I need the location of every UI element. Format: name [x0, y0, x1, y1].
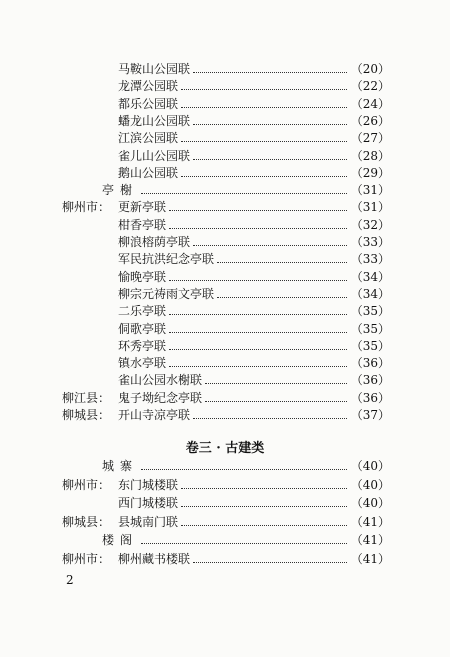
- toc-entry-page: （31）: [350, 200, 390, 215]
- toc-entry-page: （41）: [350, 533, 390, 548]
- toc-entry-title: 开山寺凉亭联: [118, 408, 191, 422]
- toc-entry: [0, 78, 450, 95]
- toc-leader-dots: [181, 89, 347, 90]
- toc-leader-dots: [193, 72, 347, 73]
- toc-entry-title: 柑香亭联: [118, 217, 167, 232]
- toc-leader-dots: [141, 193, 347, 194]
- toc-entry-page: （27）: [350, 131, 390, 146]
- toc-entry-page: （20）: [350, 62, 390, 76]
- toc-entry: [0, 355, 450, 372]
- toc-entry-page: （22）: [350, 79, 390, 94]
- toc-entry-page: （28）: [350, 148, 390, 163]
- toc-entry: [0, 217, 450, 234]
- toc-entry-page: （35）: [350, 338, 390, 353]
- toc-entry-page: （24）: [350, 96, 390, 111]
- toc-leader-dots: [169, 210, 347, 211]
- toc-entry: [0, 514, 450, 531]
- toc-entry-title: 侗歌亭联: [118, 321, 167, 336]
- toc-entry-prefix: 柳江县：: [62, 390, 111, 405]
- toc-leader-dots: [193, 159, 347, 160]
- toc-entry: [0, 407, 450, 424]
- toc-entry-title: 雀山公园水榭联: [118, 373, 203, 388]
- toc-leader-dots: [205, 383, 347, 384]
- toc-leader-dots: [193, 562, 347, 563]
- toc-entry-title: 镇水亭联: [118, 356, 167, 371]
- toc-entry-title: 都乐公园联: [118, 96, 179, 111]
- toc-leader-dots: [193, 124, 347, 125]
- toc-entry-page: （33）: [350, 235, 390, 249]
- toc-entry: [0, 61, 450, 78]
- toc-entry-title: 柳州藏书楼联: [118, 552, 191, 566]
- toc-entry: [0, 199, 450, 216]
- toc-entry-page: （36）: [350, 356, 390, 371]
- toc-entry: [0, 148, 450, 165]
- toc-section-title: 楼阁: [102, 533, 139, 548]
- toc-entry: [0, 234, 450, 251]
- toc-entry-page: （41）: [350, 552, 390, 566]
- toc-entry: [0, 551, 450, 568]
- toc-entry-title: 柳浪榕荫亭联: [118, 235, 191, 249]
- toc-entry-prefix: 柳州市：: [62, 200, 111, 215]
- toc-entry-title: 二乐亭联: [118, 304, 167, 319]
- toc-entry-title: 军民抗洪纪念亭联: [118, 252, 215, 267]
- toc-entry-title: 柳宗元祷雨文亭联: [118, 286, 215, 301]
- toc-leader-dots: [169, 332, 347, 333]
- toc-entry-page: （31）: [350, 183, 390, 198]
- toc-entry-title: 龙潭公园联: [118, 79, 179, 94]
- toc-entry: [0, 495, 450, 512]
- toc-entry: [0, 338, 450, 355]
- toc-leader-dots: [169, 314, 347, 315]
- toc-entry-page: （37）: [350, 408, 390, 422]
- toc-leader-dots: [181, 141, 347, 142]
- toc-entry-title: 更新亭联: [118, 200, 167, 215]
- toc-leader-dots: [181, 107, 347, 108]
- page-number: 2: [66, 573, 74, 587]
- toc-leader-dots: [169, 366, 347, 367]
- toc-entry-page: （40）: [350, 459, 390, 473]
- toc-leader-dots: [169, 349, 347, 350]
- toc-leader-dots: [141, 469, 347, 470]
- toc-entry-title: 鬼子坳纪念亭联: [118, 390, 203, 405]
- toc-entry-page: （34）: [350, 286, 390, 301]
- toc-leader-dots: [181, 176, 347, 177]
- toc-leader-dots: [169, 280, 347, 281]
- toc-entry-page: （26）: [350, 113, 390, 128]
- toc-entry-prefix: 柳城县：: [62, 514, 111, 529]
- toc-entry-page: （35）: [350, 321, 390, 336]
- toc-entry-title: 东门城楼联: [118, 477, 179, 492]
- toc-section-heading: [0, 182, 450, 199]
- toc-entry-page: （29）: [350, 165, 390, 180]
- toc-entry-page: （35）: [350, 304, 390, 319]
- toc-entry-title: 江滨公园联: [118, 131, 179, 146]
- toc-entry: [0, 321, 450, 338]
- toc-leader-dots: [205, 401, 347, 402]
- toc-entry-page: （36）: [350, 373, 390, 388]
- toc-entry-prefix: 柳州市：: [62, 477, 111, 492]
- toc-section-heading: [0, 532, 450, 549]
- toc-leader-dots: [193, 245, 347, 246]
- toc-entry-page: （40）: [350, 496, 390, 511]
- toc-entry-title: 雀儿山公园联: [118, 148, 191, 163]
- toc-entry: [0, 113, 450, 130]
- toc-entry: [0, 372, 450, 389]
- toc-entry: [0, 130, 450, 147]
- toc-leader-dots: [181, 506, 347, 507]
- toc-entry: [0, 390, 450, 407]
- toc-entry-page: （40）: [350, 477, 390, 492]
- toc-leader-dots: [193, 418, 347, 419]
- toc-leader-dots: [181, 488, 347, 489]
- toc-section-title: 亭榭: [102, 183, 139, 198]
- toc-entry: [0, 96, 450, 113]
- toc-section-heading: [0, 458, 450, 475]
- toc-entry-title: 县城南门联: [118, 514, 179, 529]
- toc-entry-prefix: 柳城县：: [62, 408, 111, 422]
- toc-entry-page: （33）: [350, 252, 390, 267]
- toc-entry-title: 环秀亭联: [118, 338, 167, 353]
- toc-entry-title: 愉晚亭联: [118, 269, 167, 284]
- toc-leader-dots: [141, 543, 347, 544]
- toc-entry: [0, 165, 450, 182]
- toc-entry-page: （34）: [350, 269, 390, 284]
- toc-leader-dots: [181, 525, 347, 526]
- toc-leader-dots: [217, 297, 347, 298]
- toc-entry-title: 马鞍山公园联: [118, 62, 191, 76]
- toc-entry: [0, 477, 450, 494]
- toc-entry-title: 蟠龙山公园联: [118, 113, 191, 128]
- toc-entry: [0, 303, 450, 320]
- toc-leader-dots: [169, 228, 347, 229]
- toc-leader-dots: [217, 262, 347, 263]
- volume-heading: 卷三 · 古建类: [185, 441, 265, 456]
- toc-entry-prefix: 柳州市：: [62, 552, 111, 566]
- toc-section-title: 城寨: [102, 459, 139, 473]
- toc-entry-title: 西门城楼联: [118, 496, 179, 511]
- toc-entry-page: （32）: [350, 217, 390, 232]
- toc-entry-title: 鹅山公园联: [118, 165, 179, 180]
- toc-entry: [0, 269, 450, 286]
- toc-entry-page: （36）: [350, 390, 390, 405]
- toc-entry: [0, 286, 450, 303]
- toc-entry-page: （41）: [350, 514, 390, 529]
- toc-entry: [0, 251, 450, 268]
